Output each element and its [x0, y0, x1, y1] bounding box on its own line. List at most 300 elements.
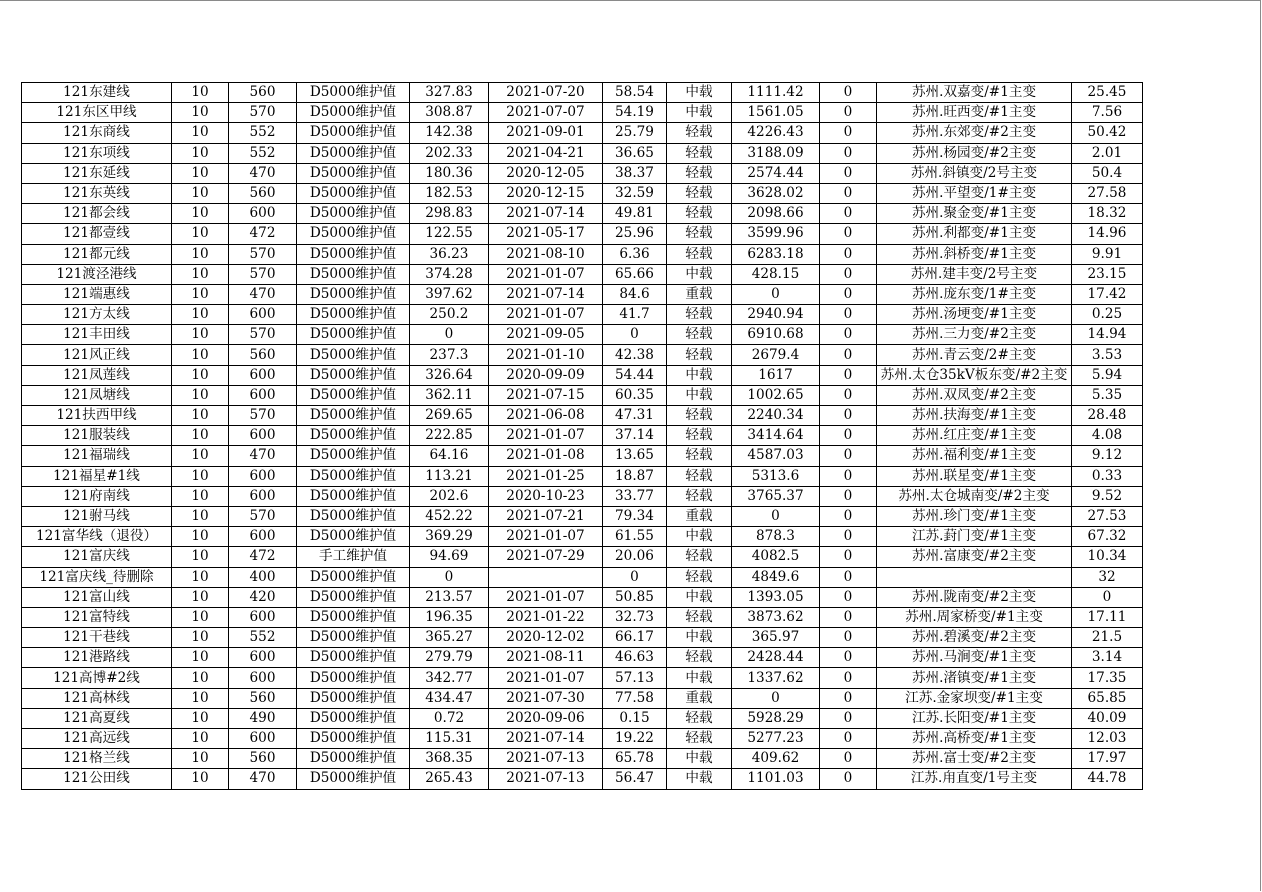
cell-value-source: D5000维护值	[297, 446, 410, 466]
cell-value-source: D5000维护值	[297, 224, 410, 244]
cell-available-capacity: 428.15	[732, 264, 820, 284]
cell-load-status: 重载	[667, 284, 732, 304]
cell-voltage: 10	[172, 244, 229, 264]
table-row	[22, 547, 1143, 567]
cell-substation: 苏州.珍门变/#1主变	[877, 506, 1072, 526]
cell-date: 2021-09-05	[489, 325, 603, 345]
cell-load-rate: 18.87	[603, 466, 667, 486]
cell-rated-capacity: 560	[229, 688, 297, 708]
cell-current-load: 308.87	[410, 103, 489, 123]
table-row	[22, 466, 1143, 486]
cell-current-load: 342.77	[410, 668, 489, 688]
cell-load-status: 轻载	[667, 648, 732, 668]
cell-value-source: D5000维护值	[297, 305, 410, 325]
cell-voltage: 10	[172, 406, 229, 426]
table-row	[22, 406, 1143, 426]
cell-rated-capacity: 600	[229, 204, 297, 224]
cell-value-source: D5000维护值	[297, 325, 410, 345]
cell-load-rate: 56.47	[603, 769, 667, 789]
cell-load-status: 轻载	[667, 607, 732, 627]
cell-rated-capacity: 600	[229, 305, 297, 325]
cell-line-name: 121都壹线	[22, 224, 172, 244]
cell-rated-capacity: 552	[229, 628, 297, 648]
cell-rated-capacity: 570	[229, 244, 297, 264]
cell-voltage: 10	[172, 224, 229, 244]
cell-date: 2021-01-07	[489, 426, 603, 446]
cell-current-load: 365.27	[410, 628, 489, 648]
table-row	[22, 103, 1143, 123]
cell-current-load: 434.47	[410, 688, 489, 708]
cell-current-load: 0	[410, 567, 489, 587]
cell-date: 2021-01-07	[489, 668, 603, 688]
cell-current-load: 265.43	[410, 769, 489, 789]
cell-substation: 苏州.富康变/#2主变	[877, 547, 1072, 567]
cell-load-status: 轻载	[667, 547, 732, 567]
cell-load-status: 轻载	[667, 224, 732, 244]
cell-line-name: 121高远线	[22, 729, 172, 749]
cell-date: 2021-07-14	[489, 729, 603, 749]
cell-load-rate: 79.34	[603, 506, 667, 526]
cell-date: 2020-12-05	[489, 163, 603, 183]
cell-substation: 苏州.碧溪变/#2主变	[877, 628, 1072, 648]
cell-line-name: 121富庆线	[22, 547, 172, 567]
cell-value-source: D5000维护值	[297, 648, 410, 668]
cell-substation: 江苏.长阳变/#1主变	[877, 708, 1072, 728]
cell-available-capacity: 3414.64	[732, 426, 820, 446]
cell-date: 2021-07-20	[489, 83, 603, 103]
cell-load-status: 轻载	[667, 123, 732, 143]
cell-load-rate: 58.54	[603, 83, 667, 103]
cell-line-name: 121富华线（退役）	[22, 527, 172, 547]
table-row	[22, 607, 1143, 627]
table-row	[22, 224, 1143, 244]
cell-load-rate: 0	[603, 567, 667, 587]
table-row	[22, 749, 1143, 769]
cell-value-source: D5000维护值	[297, 204, 410, 224]
cell-rated-capacity: 600	[229, 729, 297, 749]
cell-current-load: 182.53	[410, 183, 489, 203]
cell-load-status: 中载	[667, 83, 732, 103]
cell-zero-value: 0	[820, 607, 877, 627]
cell-zero-value: 0	[820, 668, 877, 688]
cell-current-load: 0	[410, 325, 489, 345]
cell-substation: 苏州.汤埂变/#1主变	[877, 305, 1072, 325]
cell-zero-value: 0	[820, 688, 877, 708]
cell-load-rate: 25.96	[603, 224, 667, 244]
cell-line-name: 121东英线	[22, 183, 172, 203]
cell-line-name: 121东区甲线	[22, 103, 172, 123]
cell-available-capacity: 4587.03	[732, 446, 820, 466]
cell-available-capacity: 2679.4	[732, 345, 820, 365]
cell-substation: 苏州.庞东变/1#主变	[877, 284, 1072, 304]
cell-load-rate: 37.14	[603, 426, 667, 446]
cell-date: 2021-01-22	[489, 607, 603, 627]
cell-date: 2021-07-13	[489, 749, 603, 769]
cell-voltage: 10	[172, 183, 229, 203]
cell-date: 2021-07-14	[489, 284, 603, 304]
cell-voltage: 10	[172, 648, 229, 668]
cell-load-rate: 84.6	[603, 284, 667, 304]
cell-current-load: 213.57	[410, 587, 489, 607]
cell-substation: 苏州.福利变/#1主变	[877, 446, 1072, 466]
cell-percent-value: 12.03	[1072, 729, 1143, 749]
cell-date: 2021-01-25	[489, 466, 603, 486]
cell-load-rate: 57.13	[603, 668, 667, 688]
cell-percent-value: 18.32	[1072, 204, 1143, 224]
cell-load-rate: 65.66	[603, 264, 667, 284]
cell-rated-capacity: 600	[229, 466, 297, 486]
cell-current-load: 222.85	[410, 426, 489, 446]
cell-available-capacity: 3873.62	[732, 607, 820, 627]
table-row	[22, 284, 1143, 304]
cell-zero-value: 0	[820, 769, 877, 789]
cell-load-status: 轻载	[667, 567, 732, 587]
cell-date: 2021-07-30	[489, 688, 603, 708]
cell-value-source: D5000维护值	[297, 143, 410, 163]
cell-rated-capacity: 570	[229, 506, 297, 526]
cell-load-status: 中载	[667, 587, 732, 607]
cell-substation: 苏州.杨园变/#2主变	[877, 143, 1072, 163]
cell-date: 2021-07-07	[489, 103, 603, 123]
cell-load-status: 中载	[667, 769, 732, 789]
cell-available-capacity: 5313.6	[732, 466, 820, 486]
cell-substation: 江苏.甪直变/1号主变	[877, 769, 1072, 789]
cell-current-load: 362.11	[410, 385, 489, 405]
cell-current-load: 326.64	[410, 365, 489, 385]
cell-voltage: 10	[172, 264, 229, 284]
cell-load-rate: 41.7	[603, 305, 667, 325]
table-row	[22, 123, 1143, 143]
cell-zero-value: 0	[820, 83, 877, 103]
cell-date: 2021-09-01	[489, 123, 603, 143]
cell-voltage: 10	[172, 486, 229, 506]
cell-voltage: 10	[172, 305, 229, 325]
cell-line-name: 121方太线	[22, 305, 172, 325]
cell-current-load: 269.65	[410, 406, 489, 426]
cell-line-name: 121服装线	[22, 426, 172, 446]
cell-load-rate: 65.78	[603, 749, 667, 769]
cell-zero-value: 0	[820, 567, 877, 587]
cell-available-capacity: 4226.43	[732, 123, 820, 143]
cell-date: 2021-04-21	[489, 143, 603, 163]
cell-line-name: 121高林线	[22, 688, 172, 708]
cell-zero-value: 0	[820, 466, 877, 486]
cell-percent-value: 17.42	[1072, 284, 1143, 304]
cell-percent-value: 25.45	[1072, 83, 1143, 103]
cell-available-capacity: 2098.66	[732, 204, 820, 224]
cell-available-capacity: 3599.96	[732, 224, 820, 244]
cell-current-load: 202.33	[410, 143, 489, 163]
cell-available-capacity: 1101.03	[732, 769, 820, 789]
cell-load-status: 轻载	[667, 143, 732, 163]
cell-rated-capacity: 552	[229, 123, 297, 143]
cell-available-capacity: 1561.05	[732, 103, 820, 123]
cell-value-source: D5000维护值	[297, 668, 410, 688]
cell-substation: 苏州.富士变/#2主变	[877, 749, 1072, 769]
cell-zero-value: 0	[820, 446, 877, 466]
cell-line-name: 121东建线	[22, 83, 172, 103]
cell-load-rate: 13.65	[603, 446, 667, 466]
cell-line-name: 121驸马线	[22, 506, 172, 526]
cell-value-source: D5000维护值	[297, 406, 410, 426]
cell-available-capacity: 1617	[732, 365, 820, 385]
cell-rated-capacity: 560	[229, 749, 297, 769]
table-row	[22, 628, 1143, 648]
cell-date: 2021-01-07	[489, 305, 603, 325]
cell-zero-value: 0	[820, 749, 877, 769]
cell-date: 2021-08-11	[489, 648, 603, 668]
cell-line-name: 121扶西甲线	[22, 406, 172, 426]
cell-value-source: D5000维护值	[297, 506, 410, 526]
cell-load-status: 轻载	[667, 345, 732, 365]
cell-load-rate: 54.44	[603, 365, 667, 385]
cell-line-name: 121格兰线	[22, 749, 172, 769]
cell-substation: 苏州.利都变/#1主变	[877, 224, 1072, 244]
cell-voltage: 10	[172, 729, 229, 749]
cell-substation: 江苏.金家坝变/#1主变	[877, 688, 1072, 708]
cell-date: 2021-01-10	[489, 345, 603, 365]
cell-load-status: 轻载	[667, 183, 732, 203]
table-row	[22, 325, 1143, 345]
cell-line-name: 121凤莲线	[22, 365, 172, 385]
cell-zero-value: 0	[820, 385, 877, 405]
cell-date: 2021-07-15	[489, 385, 603, 405]
cell-date: 2021-01-08	[489, 446, 603, 466]
cell-zero-value: 0	[820, 305, 877, 325]
cell-voltage: 10	[172, 567, 229, 587]
cell-rated-capacity: 560	[229, 83, 297, 103]
cell-available-capacity: 6910.68	[732, 325, 820, 345]
cell-current-load: 327.83	[410, 83, 489, 103]
cell-substation: 苏州.东郊变/#2主变	[877, 123, 1072, 143]
cell-percent-value: 14.94	[1072, 325, 1143, 345]
cell-voltage: 10	[172, 749, 229, 769]
cell-load-rate: 32.59	[603, 183, 667, 203]
cell-date: 2021-07-13	[489, 769, 603, 789]
cell-percent-value: 9.52	[1072, 486, 1143, 506]
cell-date	[489, 567, 603, 587]
cell-rated-capacity: 420	[229, 587, 297, 607]
cell-zero-value: 0	[820, 587, 877, 607]
cell-load-status: 中载	[667, 628, 732, 648]
cell-percent-value: 0.33	[1072, 466, 1143, 486]
cell-date: 2020-12-02	[489, 628, 603, 648]
cell-current-load: 202.6	[410, 486, 489, 506]
cell-zero-value: 0	[820, 527, 877, 547]
table-row	[22, 527, 1143, 547]
cell-value-source: D5000维护值	[297, 103, 410, 123]
cell-value-source: D5000维护值	[297, 264, 410, 284]
cell-voltage: 10	[172, 708, 229, 728]
cell-available-capacity: 2240.34	[732, 406, 820, 426]
cell-date: 2021-06-08	[489, 406, 603, 426]
cell-rated-capacity: 600	[229, 607, 297, 627]
cell-substation: 苏州.建丰变/2号主变	[877, 264, 1072, 284]
table-row	[22, 688, 1143, 708]
cell-value-source: D5000维护值	[297, 729, 410, 749]
cell-line-name: 121端惠线	[22, 284, 172, 304]
cell-zero-value: 0	[820, 345, 877, 365]
cell-value-source: D5000维护值	[297, 426, 410, 446]
cell-load-rate: 0.15	[603, 708, 667, 728]
cell-available-capacity: 4849.6	[732, 567, 820, 587]
cell-value-source: 手工维护值	[297, 547, 410, 567]
cell-available-capacity: 5928.29	[732, 708, 820, 728]
cell-substation: 苏州.陇南变/#2主变	[877, 587, 1072, 607]
cell-available-capacity: 2940.94	[732, 305, 820, 325]
cell-current-load: 115.31	[410, 729, 489, 749]
cell-line-name: 121港路线	[22, 648, 172, 668]
cell-substation: 苏州.旺西变/#1主变	[877, 103, 1072, 123]
cell-line-name: 121丰田线	[22, 325, 172, 345]
cell-voltage: 10	[172, 385, 229, 405]
cell-line-name: 121富庆线_待删除	[22, 567, 172, 587]
cell-current-load: 113.21	[410, 466, 489, 486]
cell-value-source: D5000维护值	[297, 163, 410, 183]
cell-current-load: 64.16	[410, 446, 489, 466]
cell-zero-value: 0	[820, 264, 877, 284]
cell-substation: 苏州.斜桥变/#1主变	[877, 244, 1072, 264]
cell-line-name: 121干巷线	[22, 628, 172, 648]
cell-available-capacity: 4082.5	[732, 547, 820, 567]
cell-voltage: 10	[172, 466, 229, 486]
cell-percent-value: 21.5	[1072, 628, 1143, 648]
cell-substation	[877, 567, 1072, 587]
cell-voltage: 10	[172, 83, 229, 103]
cell-load-status: 轻载	[667, 244, 732, 264]
cell-line-name: 121都会线	[22, 204, 172, 224]
cell-percent-value: 17.35	[1072, 668, 1143, 688]
cell-load-status: 重载	[667, 688, 732, 708]
cell-load-rate: 33.77	[603, 486, 667, 506]
cell-current-load: 250.2	[410, 305, 489, 325]
cell-line-name: 121公田线	[22, 769, 172, 789]
cell-rated-capacity: 400	[229, 567, 297, 587]
cell-value-source: D5000维护值	[297, 244, 410, 264]
cell-substation: 苏州.三力变/#2主变	[877, 325, 1072, 345]
cell-voltage: 10	[172, 587, 229, 607]
cell-current-load: 368.35	[410, 749, 489, 769]
cell-rated-capacity: 600	[229, 648, 297, 668]
cell-rated-capacity: 600	[229, 426, 297, 446]
cell-load-status: 中载	[667, 527, 732, 547]
cell-available-capacity: 0	[732, 506, 820, 526]
cell-zero-value: 0	[820, 103, 877, 123]
cell-zero-value: 0	[820, 143, 877, 163]
cell-zero-value: 0	[820, 729, 877, 749]
cell-date: 2020-09-06	[489, 708, 603, 728]
cell-load-rate: 36.65	[603, 143, 667, 163]
cell-value-source: D5000维护值	[297, 83, 410, 103]
cell-percent-value: 50.4	[1072, 163, 1143, 183]
cell-current-load: 0.72	[410, 708, 489, 728]
table-row	[22, 426, 1143, 446]
table-row	[22, 587, 1143, 607]
cell-load-status: 中载	[667, 668, 732, 688]
cell-available-capacity: 3765.37	[732, 486, 820, 506]
cell-available-capacity: 409.62	[732, 749, 820, 769]
cell-rated-capacity: 490	[229, 708, 297, 728]
cell-date: 2021-07-14	[489, 204, 603, 224]
cell-load-status: 重载	[667, 506, 732, 526]
cell-date: 2020-12-15	[489, 183, 603, 203]
cell-load-rate: 54.19	[603, 103, 667, 123]
cell-voltage: 10	[172, 284, 229, 304]
cell-current-load: 237.3	[410, 345, 489, 365]
table-row	[22, 648, 1143, 668]
cell-available-capacity: 0	[732, 284, 820, 304]
cell-current-load: 36.23	[410, 244, 489, 264]
table-row	[22, 486, 1143, 506]
cell-available-capacity: 1337.62	[732, 668, 820, 688]
cell-rated-capacity: 570	[229, 103, 297, 123]
cell-load-status: 中载	[667, 264, 732, 284]
cell-percent-value: 5.94	[1072, 365, 1143, 385]
cell-voltage: 10	[172, 628, 229, 648]
cell-value-source: D5000维护值	[297, 183, 410, 203]
cell-percent-value: 3.14	[1072, 648, 1143, 668]
table-row	[22, 183, 1143, 203]
cell-date: 2020-09-09	[489, 365, 603, 385]
cell-percent-value: 3.53	[1072, 345, 1143, 365]
cell-load-rate: 47.31	[603, 406, 667, 426]
table-row	[22, 567, 1143, 587]
cell-current-load: 298.83	[410, 204, 489, 224]
cell-substation: 苏州.聚金变/#1主变	[877, 204, 1072, 224]
cell-current-load: 369.29	[410, 527, 489, 547]
cell-available-capacity: 878.3	[732, 527, 820, 547]
cell-value-source: D5000维护值	[297, 365, 410, 385]
cell-value-source: D5000维护值	[297, 587, 410, 607]
cell-percent-value: 0	[1072, 587, 1143, 607]
table-row	[22, 143, 1143, 163]
cell-percent-value: 32	[1072, 567, 1143, 587]
cell-zero-value: 0	[820, 365, 877, 385]
cell-rated-capacity: 470	[229, 769, 297, 789]
cell-voltage: 10	[172, 123, 229, 143]
cell-available-capacity: 2428.44	[732, 648, 820, 668]
cell-substation: 苏州.太仓城南变/#2主变	[877, 486, 1072, 506]
cell-available-capacity: 1111.42	[732, 83, 820, 103]
cell-substation: 苏州.周家桥变/#1主变	[877, 607, 1072, 627]
cell-value-source: D5000维护值	[297, 466, 410, 486]
table-row	[22, 204, 1143, 224]
cell-available-capacity: 6283.18	[732, 244, 820, 264]
cell-zero-value: 0	[820, 224, 877, 244]
cell-percent-value: 28.48	[1072, 406, 1143, 426]
cell-substation: 江苏.葑门变/#1主变	[877, 527, 1072, 547]
table-row	[22, 668, 1143, 688]
cell-load-status: 轻载	[667, 406, 732, 426]
cell-value-source: D5000维护值	[297, 284, 410, 304]
table-row	[22, 708, 1143, 728]
cell-available-capacity: 0	[732, 688, 820, 708]
cell-percent-value: 5.35	[1072, 385, 1143, 405]
cell-line-name: 121富山线	[22, 587, 172, 607]
cell-load-rate: 6.36	[603, 244, 667, 264]
cell-percent-value: 40.09	[1072, 708, 1143, 728]
cell-zero-value: 0	[820, 325, 877, 345]
cell-voltage: 10	[172, 668, 229, 688]
cell-substation: 苏州.斜镇变/2号主变	[877, 163, 1072, 183]
cell-current-load: 374.28	[410, 264, 489, 284]
cell-voltage: 10	[172, 345, 229, 365]
cell-substation: 苏州.马涧变/#1主变	[877, 648, 1072, 668]
cell-value-source: D5000维护值	[297, 708, 410, 728]
cell-voltage: 10	[172, 446, 229, 466]
cell-value-source: D5000维护值	[297, 486, 410, 506]
table-row	[22, 769, 1143, 789]
